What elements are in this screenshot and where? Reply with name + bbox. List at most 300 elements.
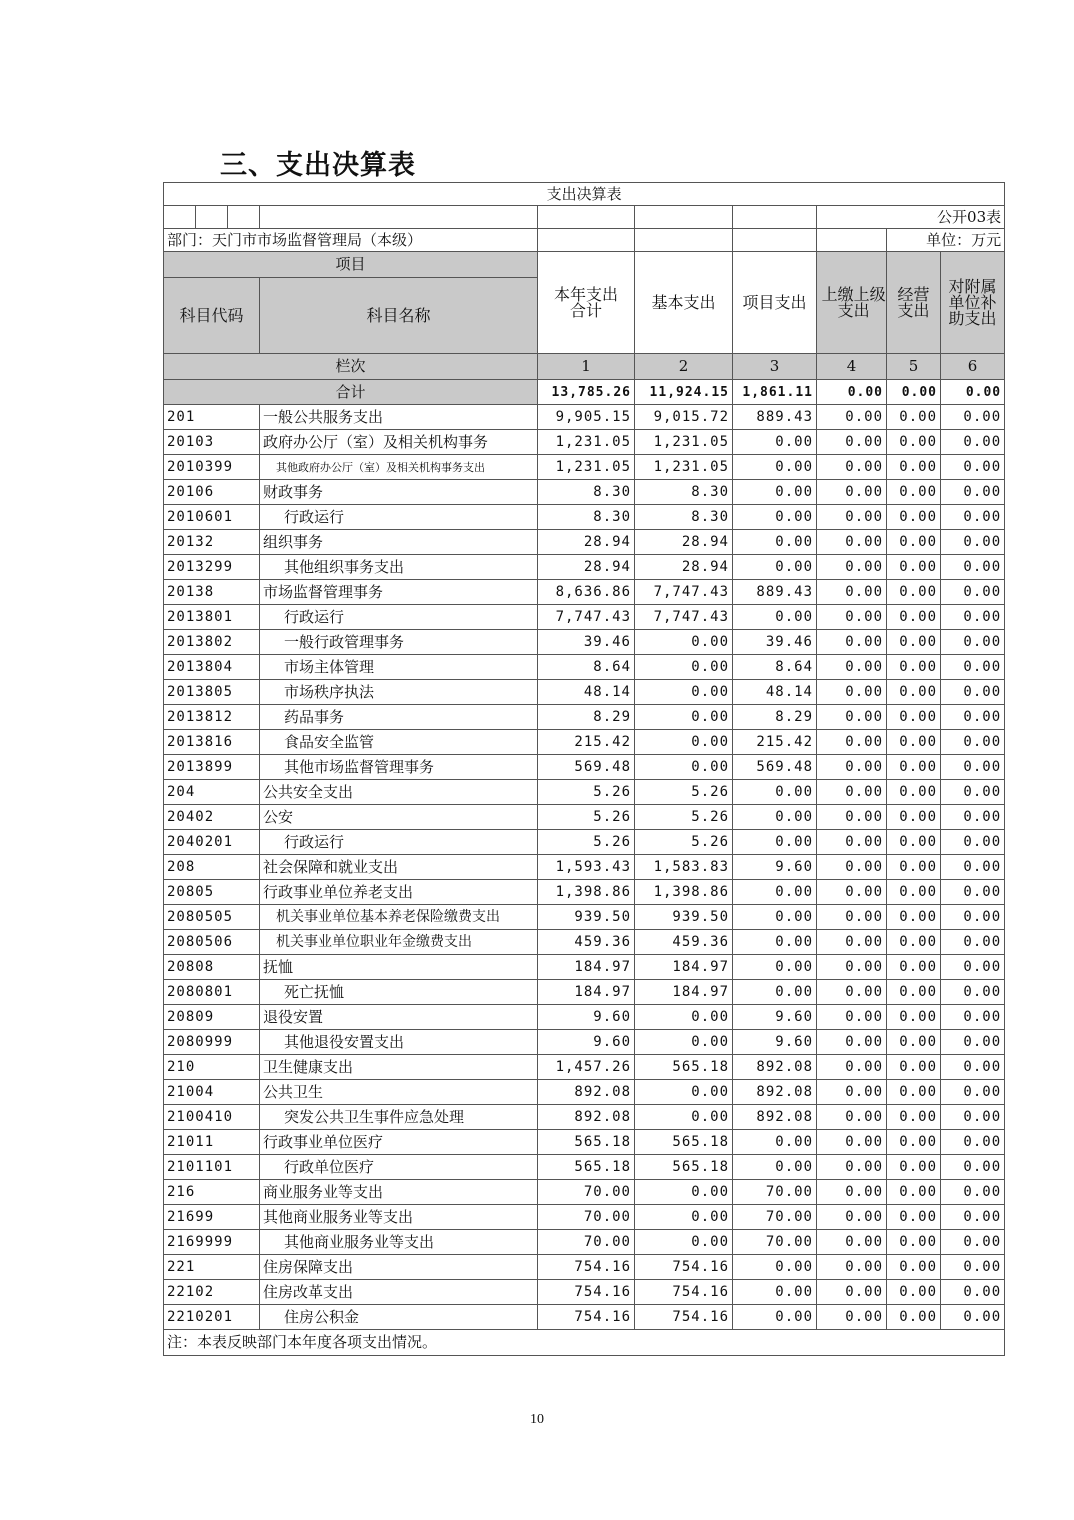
- amount-cell: 48.14: [733, 680, 817, 705]
- table-row: [164, 955, 1005, 980]
- subject-name: 其他政府办公厅（室）及相关机构事务支出: [260, 455, 538, 480]
- table-row: [164, 1105, 1005, 1130]
- amount-cell: 0.00: [733, 955, 817, 980]
- amount-cell: 0.00: [887, 830, 941, 855]
- amount-cell: 0.00: [887, 605, 941, 630]
- amount-cell: 1,593.43: [538, 855, 635, 880]
- amount-cell: 9.60: [538, 1005, 635, 1030]
- amount-cell: 0.00: [941, 580, 1005, 605]
- amount-cell: 892.08: [538, 1080, 635, 1105]
- amount-cell: 0.00: [887, 1080, 941, 1105]
- amount-cell: 0.00: [817, 680, 887, 705]
- table-row: [164, 930, 1005, 955]
- amount-cell: 0.00: [635, 1180, 733, 1205]
- amount-cell: 5.26: [635, 830, 733, 855]
- amount-cell: 8.30: [635, 480, 733, 505]
- amount-cell: 0.00: [817, 1080, 887, 1105]
- amount-cell: 0.00: [817, 505, 887, 530]
- amount-cell: 1,583.83: [635, 855, 733, 880]
- amount-cell: 0.00: [887, 1255, 941, 1280]
- amount-cell: 0.00: [887, 505, 941, 530]
- amount-cell: 459.36: [635, 930, 733, 955]
- subject-code: 2013804: [164, 655, 260, 680]
- amount-cell: 0.00: [817, 1280, 887, 1305]
- amount-cell: 0.00: [941, 980, 1005, 1005]
- amount-cell: 70.00: [733, 1205, 817, 1230]
- header-upper: 上缴上级支出: [817, 252, 887, 354]
- subject-name: 财政事务: [260, 480, 538, 505]
- amount-cell: 892.08: [733, 1105, 817, 1130]
- amount-cell: 0.00: [635, 1005, 733, 1030]
- amount-cell: 5.26: [538, 780, 635, 805]
- amount-cell: 0.00: [817, 730, 887, 755]
- table-row: [164, 1205, 1005, 1230]
- amount-cell: 565.18: [538, 1130, 635, 1155]
- unit-label: 单位：万元: [887, 229, 1005, 252]
- subject-name: 机关事业单位职业年金缴费支出: [260, 930, 538, 955]
- total-value: 13,785.26: [538, 380, 635, 405]
- subject-name: 公共安全支出: [260, 780, 538, 805]
- amount-cell: 0.00: [817, 1055, 887, 1080]
- table-row: [164, 555, 1005, 580]
- amount-cell: 0.00: [941, 530, 1005, 555]
- amount-cell: 939.50: [635, 905, 733, 930]
- amount-cell: 0.00: [887, 480, 941, 505]
- amount-cell: 0.00: [941, 655, 1005, 680]
- amount-cell: 0.00: [635, 655, 733, 680]
- amount-cell: 892.08: [538, 1105, 635, 1130]
- amount-cell: 8.30: [538, 505, 635, 530]
- amount-cell: 28.94: [635, 530, 733, 555]
- amount-cell: 9,015.72: [635, 405, 733, 430]
- amount-cell: 28.94: [635, 555, 733, 580]
- table-row: [164, 1055, 1005, 1080]
- subject-name: 行政运行: [260, 605, 538, 630]
- subject-code: 210: [164, 1055, 260, 1080]
- subject-name: 其他商业服务业等支出: [260, 1205, 538, 1230]
- amount-cell: 0.00: [887, 980, 941, 1005]
- amount-cell: 70.00: [733, 1180, 817, 1205]
- amount-cell: 0.00: [941, 1205, 1005, 1230]
- amount-cell: 0.00: [887, 880, 941, 905]
- col-num-2: 2: [635, 354, 733, 380]
- amount-cell: 0.00: [817, 830, 887, 855]
- amount-cell: 0.00: [941, 630, 1005, 655]
- col-num-4: 4: [817, 354, 887, 380]
- amount-cell: 0.00: [817, 430, 887, 455]
- amount-cell: 0.00: [887, 730, 941, 755]
- amount-cell: 0.00: [887, 930, 941, 955]
- subject-name: 市场主体管理: [260, 655, 538, 680]
- amount-cell: 184.97: [538, 955, 635, 980]
- amount-cell: 184.97: [635, 955, 733, 980]
- amount-cell: 0.00: [733, 1255, 817, 1280]
- subject-name: 一般行政管理事务: [260, 630, 538, 655]
- amount-cell: 0.00: [887, 1055, 941, 1080]
- amount-cell: 1,231.05: [538, 455, 635, 480]
- subject-code: 21011: [164, 1130, 260, 1155]
- page-number: 10: [530, 1412, 544, 1427]
- amount-cell: 0.00: [635, 630, 733, 655]
- table-row: [164, 1255, 1005, 1280]
- amount-cell: 0.00: [817, 630, 887, 655]
- amount-cell: 215.42: [538, 730, 635, 755]
- amount-cell: 0.00: [733, 530, 817, 555]
- amount-cell: 0.00: [941, 855, 1005, 880]
- subject-name: 抚恤: [260, 955, 538, 980]
- amount-cell: 0.00: [887, 1180, 941, 1205]
- amount-cell: 1,231.05: [635, 430, 733, 455]
- subject-code: 2101101: [164, 1155, 260, 1180]
- table-row: [164, 1230, 1005, 1255]
- amount-cell: 0.00: [817, 655, 887, 680]
- subject-name: 死亡抚恤: [260, 980, 538, 1005]
- amount-cell: 0.00: [887, 705, 941, 730]
- amount-cell: 70.00: [538, 1180, 635, 1205]
- subject-code: 2080801: [164, 980, 260, 1005]
- subject-code: 216: [164, 1180, 260, 1205]
- amount-cell: 0.00: [817, 955, 887, 980]
- amount-cell: 0.00: [887, 405, 941, 430]
- amount-cell: 39.46: [538, 630, 635, 655]
- amount-cell: 0.00: [817, 1130, 887, 1155]
- amount-cell: 0.00: [817, 455, 887, 480]
- amount-cell: 0.00: [941, 680, 1005, 705]
- subject-name: 退役安置: [260, 1005, 538, 1030]
- amount-cell: 0.00: [887, 1230, 941, 1255]
- amount-cell: 0.00: [887, 455, 941, 480]
- amount-cell: 184.97: [635, 980, 733, 1005]
- amount-cell: 0.00: [941, 1255, 1005, 1280]
- amount-cell: 0.00: [733, 830, 817, 855]
- amount-cell: 39.46: [733, 630, 817, 655]
- subject-code: 2013805: [164, 680, 260, 705]
- subject-code: 20106: [164, 480, 260, 505]
- amount-cell: 565.18: [635, 1130, 733, 1155]
- amount-cell: 0.00: [817, 605, 887, 630]
- amount-cell: 1,457.26: [538, 1055, 635, 1080]
- amount-cell: 0.00: [887, 555, 941, 580]
- expenditure-table: [163, 182, 1005, 1356]
- header-subsidy: 对附属单位补助支出: [941, 252, 1005, 354]
- amount-cell: 28.94: [538, 555, 635, 580]
- amount-cell: 0.00: [817, 530, 887, 555]
- amount-cell: 0.00: [887, 530, 941, 555]
- amount-cell: 0.00: [817, 1005, 887, 1030]
- amount-cell: 0.00: [733, 1280, 817, 1305]
- subject-name: 行政运行: [260, 830, 538, 855]
- table-row: [164, 430, 1005, 455]
- table-row: [164, 780, 1005, 805]
- subject-name: 住房公积金: [260, 1305, 538, 1330]
- amount-cell: 0.00: [817, 1305, 887, 1330]
- total-label: 合计: [164, 380, 538, 405]
- amount-cell: 892.08: [733, 1080, 817, 1105]
- amount-cell: 9.60: [733, 1005, 817, 1030]
- amount-cell: 0.00: [941, 480, 1005, 505]
- form-code: 公开03表: [817, 206, 1005, 229]
- amount-cell: 0.00: [887, 755, 941, 780]
- amount-cell: 0.00: [817, 980, 887, 1005]
- subject-name: 组织事务: [260, 530, 538, 555]
- amount-cell: 0.00: [733, 905, 817, 930]
- header-total: 本年支出合计: [538, 252, 635, 354]
- subject-name: 政府办公厅（室）及相关机构事务: [260, 430, 538, 455]
- table-row: [164, 1005, 1005, 1030]
- amount-cell: 0.00: [941, 955, 1005, 980]
- amount-cell: 7,747.43: [538, 605, 635, 630]
- amount-cell: 1,398.86: [538, 880, 635, 905]
- amount-cell: 565.18: [538, 1155, 635, 1180]
- amount-cell: 70.00: [538, 1205, 635, 1230]
- subject-code: 20402: [164, 805, 260, 830]
- amount-cell: 0.00: [941, 605, 1005, 630]
- amount-cell: 0.00: [941, 405, 1005, 430]
- table-row: [164, 1305, 1005, 1330]
- amount-cell: 569.48: [733, 755, 817, 780]
- amount-cell: 0.00: [817, 780, 887, 805]
- amount-cell: 0.00: [941, 1030, 1005, 1055]
- amount-cell: 0.00: [941, 880, 1005, 905]
- amount-cell: 0.00: [941, 780, 1005, 805]
- subject-name: 卫生健康支出: [260, 1055, 538, 1080]
- table-row: [164, 1180, 1005, 1205]
- amount-cell: 0.00: [733, 930, 817, 955]
- amount-cell: 0.00: [887, 1305, 941, 1330]
- amount-cell: 0.00: [635, 1105, 733, 1130]
- amount-cell: 0.00: [941, 1280, 1005, 1305]
- amount-cell: 939.50: [538, 905, 635, 930]
- amount-cell: 0.00: [733, 1155, 817, 1180]
- amount-cell: 0.00: [941, 930, 1005, 955]
- header-name: 科目名称: [260, 278, 538, 354]
- amount-cell: 0.00: [817, 1180, 887, 1205]
- amount-cell: 0.00: [941, 505, 1005, 530]
- subject-code: 20805: [164, 880, 260, 905]
- amount-cell: 0.00: [941, 1305, 1005, 1330]
- amount-cell: 0.00: [817, 905, 887, 930]
- amount-cell: 0.00: [817, 1030, 887, 1055]
- amount-cell: 184.97: [538, 980, 635, 1005]
- table-row: [164, 755, 1005, 780]
- amount-cell: 0.00: [635, 1230, 733, 1255]
- amount-cell: 0.00: [733, 480, 817, 505]
- amount-cell: 0.00: [817, 580, 887, 605]
- subject-code: 21699: [164, 1205, 260, 1230]
- amount-cell: 0.00: [733, 505, 817, 530]
- header-project: 项目: [164, 252, 538, 278]
- col-num-6: 6: [941, 354, 1005, 380]
- subject-name: 其他退役安置支出: [260, 1030, 538, 1055]
- amount-cell: 0.00: [941, 1080, 1005, 1105]
- amount-cell: 0.00: [817, 1255, 887, 1280]
- subject-code: 20132: [164, 530, 260, 555]
- amount-cell: 0.00: [941, 730, 1005, 755]
- table-row: [164, 905, 1005, 930]
- amount-cell: 0.00: [887, 430, 941, 455]
- table-row: [164, 805, 1005, 830]
- amount-cell: 0.00: [733, 555, 817, 580]
- amount-cell: 0.00: [733, 1305, 817, 1330]
- amount-cell: 9,905.15: [538, 405, 635, 430]
- subject-code: 2040201: [164, 830, 260, 855]
- amount-cell: 0.00: [941, 755, 1005, 780]
- total-value: 11,924.15: [635, 380, 733, 405]
- subject-code: 20103: [164, 430, 260, 455]
- header-code: 科目代码: [164, 278, 260, 354]
- amount-cell: 565.18: [635, 1155, 733, 1180]
- amount-cell: 0.00: [733, 780, 817, 805]
- table-row: [164, 605, 1005, 630]
- amount-cell: 0.00: [817, 1155, 887, 1180]
- amount-cell: 0.00: [941, 905, 1005, 930]
- subject-code: 2210201: [164, 1305, 260, 1330]
- amount-cell: 889.43: [733, 580, 817, 605]
- amount-cell: 0.00: [941, 555, 1005, 580]
- subject-code: 208: [164, 855, 260, 880]
- subject-name: 住房保障支出: [260, 1255, 538, 1280]
- table-row: [164, 855, 1005, 880]
- subject-code: 221: [164, 1255, 260, 1280]
- table-row: [164, 1130, 1005, 1155]
- table-row: [164, 630, 1005, 655]
- subject-code: 2013812: [164, 705, 260, 730]
- subject-code: 2013899: [164, 755, 260, 780]
- table-note: 注：本表反映部门本年度各项支出情况。: [164, 1330, 1005, 1356]
- amount-cell: 0.00: [635, 705, 733, 730]
- amount-cell: 0.00: [887, 1105, 941, 1130]
- amount-cell: 0.00: [635, 755, 733, 780]
- total-value: 0.00: [941, 380, 1005, 405]
- table-row: [164, 980, 1005, 1005]
- table-row: [164, 1030, 1005, 1055]
- department-label: 部门：天门市市场监督管理局（本级）: [164, 229, 538, 252]
- amount-cell: 0.00: [635, 1205, 733, 1230]
- amount-cell: 569.48: [538, 755, 635, 780]
- amount-cell: 0.00: [817, 930, 887, 955]
- amount-cell: 0.00: [817, 705, 887, 730]
- amount-cell: 0.00: [887, 780, 941, 805]
- amount-cell: 0.00: [887, 905, 941, 930]
- amount-cell: 0.00: [733, 605, 817, 630]
- amount-cell: 0.00: [635, 1080, 733, 1105]
- amount-cell: 8.29: [733, 705, 817, 730]
- subject-code: 21004: [164, 1080, 260, 1105]
- amount-cell: 1,231.05: [635, 455, 733, 480]
- amount-cell: 0.00: [887, 1130, 941, 1155]
- subject-name: 行政单位医疗: [260, 1155, 538, 1180]
- amount-cell: 0.00: [887, 655, 941, 680]
- amount-cell: 0.00: [941, 455, 1005, 480]
- amount-cell: 0.00: [817, 880, 887, 905]
- subject-code: 204: [164, 780, 260, 805]
- subject-name: 住房改革支出: [260, 1280, 538, 1305]
- subject-name: 机关事业单位基本养老保险缴费支出: [260, 905, 538, 930]
- subject-name: 其他商业服务业等支出: [260, 1230, 538, 1255]
- amount-cell: 0.00: [733, 1130, 817, 1155]
- total-value: 0.00: [887, 380, 941, 405]
- amount-cell: 0.00: [733, 880, 817, 905]
- amount-cell: 0.00: [941, 1105, 1005, 1130]
- table-row: [164, 580, 1005, 605]
- amount-cell: 0.00: [941, 830, 1005, 855]
- table-row: [164, 1080, 1005, 1105]
- amount-cell: 48.14: [538, 680, 635, 705]
- amount-cell: 754.16: [635, 1305, 733, 1330]
- subject-code: 201: [164, 405, 260, 430]
- table-row: [164, 480, 1005, 505]
- amount-cell: 5.26: [538, 805, 635, 830]
- amount-cell: 754.16: [538, 1280, 635, 1305]
- subject-name: 市场监督管理事务: [260, 580, 538, 605]
- amount-cell: 0.00: [941, 430, 1005, 455]
- table-row: [164, 405, 1005, 430]
- subject-code: 2013801: [164, 605, 260, 630]
- subject-code: 2010399: [164, 455, 260, 480]
- subject-name: 社会保障和就业支出: [260, 855, 538, 880]
- table-row: [164, 880, 1005, 905]
- amount-cell: 0.00: [887, 1005, 941, 1030]
- amount-cell: 889.43: [733, 405, 817, 430]
- subject-code: 2080506: [164, 930, 260, 955]
- header-col-order: 栏次: [164, 354, 538, 380]
- table-row: [164, 530, 1005, 555]
- table-row: [164, 680, 1005, 705]
- subject-code: 2013802: [164, 630, 260, 655]
- table-row: [164, 730, 1005, 755]
- table-row: [164, 1280, 1005, 1305]
- amount-cell: 0.00: [887, 1280, 941, 1305]
- subject-name: 其他组织事务支出: [260, 555, 538, 580]
- amount-cell: 0.00: [733, 430, 817, 455]
- amount-cell: 5.26: [635, 805, 733, 830]
- amount-cell: 9.60: [733, 1030, 817, 1055]
- table-row: [164, 505, 1005, 530]
- subject-code: 2169999: [164, 1230, 260, 1255]
- amount-cell: 0.00: [941, 1155, 1005, 1180]
- amount-cell: 9.60: [733, 855, 817, 880]
- amount-cell: 0.00: [817, 405, 887, 430]
- amount-cell: 0.00: [817, 805, 887, 830]
- amount-cell: 70.00: [733, 1230, 817, 1255]
- amount-cell: 0.00: [887, 805, 941, 830]
- section-title: 三、支出决算表: [220, 150, 416, 181]
- subject-code: 20808: [164, 955, 260, 980]
- subject-name: 公安: [260, 805, 538, 830]
- subject-code: 2100410: [164, 1105, 260, 1130]
- subject-code: 2080999: [164, 1030, 260, 1055]
- amount-cell: 0.00: [635, 1030, 733, 1055]
- amount-cell: 8.64: [538, 655, 635, 680]
- table-row: [164, 1155, 1005, 1180]
- amount-cell: 70.00: [538, 1230, 635, 1255]
- subject-name: 市场秩序执法: [260, 680, 538, 705]
- amount-cell: 8.30: [635, 505, 733, 530]
- amount-cell: 0.00: [887, 630, 941, 655]
- amount-cell: 754.16: [635, 1255, 733, 1280]
- amount-cell: 215.42: [733, 730, 817, 755]
- subject-name: 商业服务业等支出: [260, 1180, 538, 1205]
- amount-cell: 0.00: [887, 1155, 941, 1180]
- col-num-3: 3: [733, 354, 817, 380]
- amount-cell: 0.00: [635, 680, 733, 705]
- subject-code: 22102: [164, 1280, 260, 1305]
- table-row: [164, 705, 1005, 730]
- subject-name: 行政事业单位养老支出: [260, 880, 538, 905]
- table-row: [164, 455, 1005, 480]
- amount-cell: 0.00: [817, 855, 887, 880]
- amount-cell: 28.94: [538, 530, 635, 555]
